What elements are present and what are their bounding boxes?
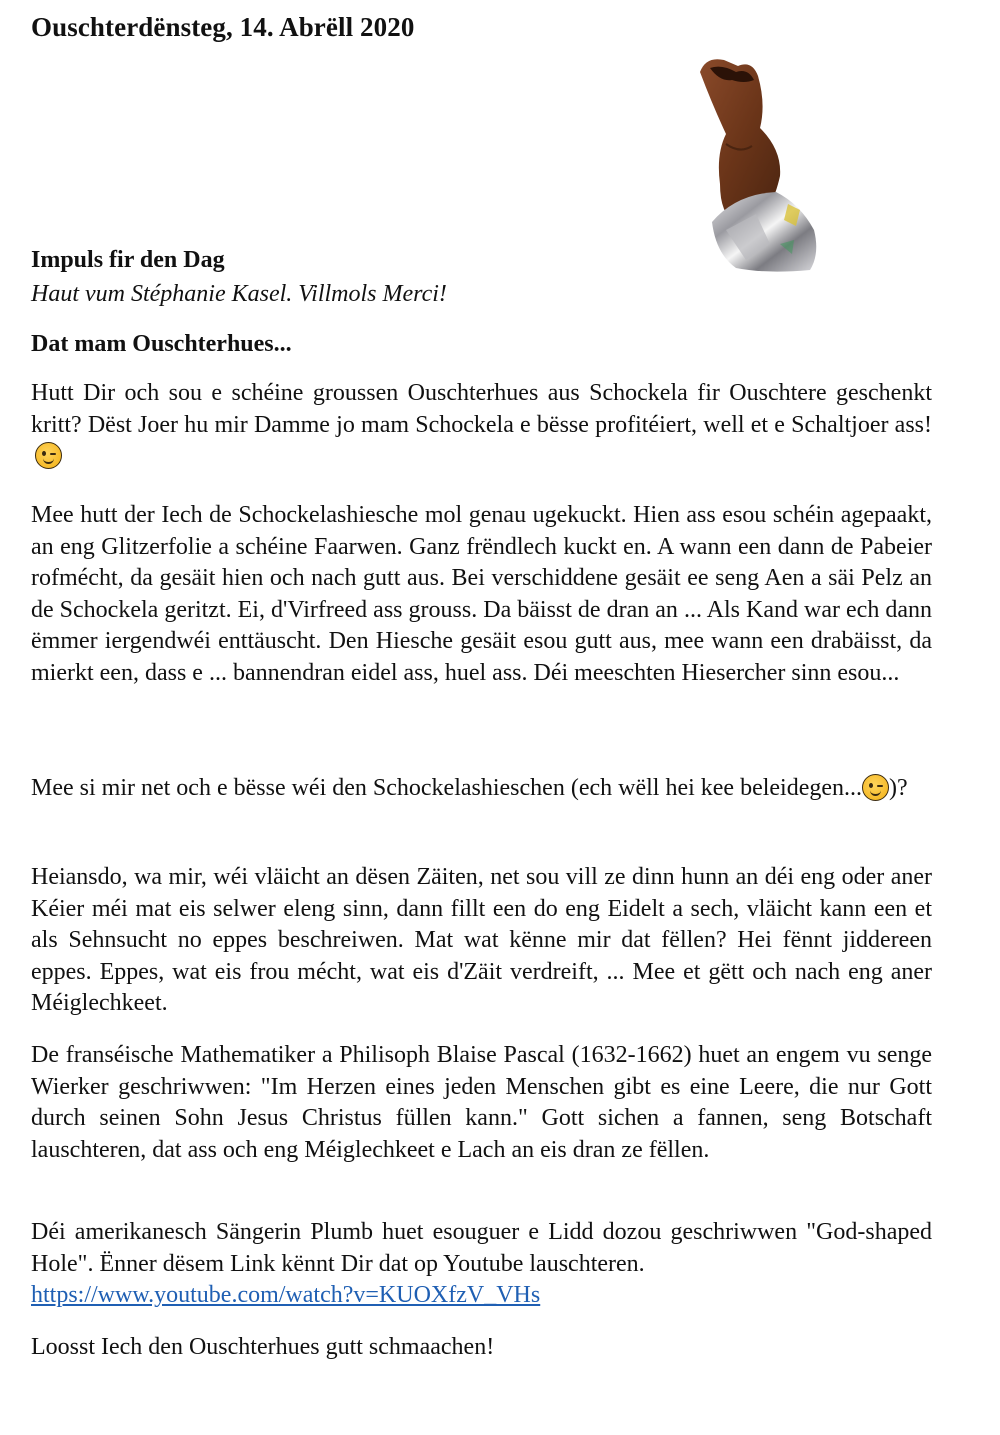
winking-face-emoji-icon: [35, 442, 62, 469]
paragraph-2: [31, 500, 932, 689]
winking-face-emoji-icon: [862, 774, 889, 801]
paragraph-text: Loosst Iech den Ouschterhues gutt schmaachen!: [31, 1334, 495, 1360]
paragraph-text: Déi amerikanesch Sängerin Plumb huet esouguer e Lidd dozou geschriwwen "God-shaped Hole". Ënner dësem Link kënnt Dir dat op Youtube lauschteren.: [31, 1219, 932, 1277]
author-credit: Haut vum Stéphanie Kasel. Villmols Merci!: [31, 281, 447, 307]
paragraph-7: [31, 1332, 932, 1364]
paragraph-text: Mee hutt der Iech de Schockelashiesche mol genau ugekuckt. Hien ass esou schéin agepaakt, an eng Glitzerfolie a schéine Faarwen. Ganz frëndlech kuckt en. A wann een dann de Pabeier rofmécht, da gesäit hien och nach gutt aus. Bei verschiddene gesäit ee seng Aen a säi Pelz an de Schockela geritzt. Ei, d'Virfreed ass grouss. Da bäisst de dran an ... Als Kand war ech dann ëmmer iergendwéi enttäuscht. Den Hiesche gesäit esou gutt aus, mee wann een drabäisst, da mierkt een, dass e ... bannendran eidel ass, huel ass. Déi meeschten Hiesercher sinn esou...: [31, 502, 932, 686]
paragraph-text: Heiansdo, wa mir, wéi vläicht an dësen Zäiten, net sou vill ze dinn hunn an déi eng oder aner Kéier méi mat eis selwer eleng sinn, dann fillt een do eng Eidelt a sech, vläicht kann een et als Sehnsucht no eppes beschreiwen. Mat wat kënne mir dat fëllen? Hei fënnt jiddereen eppes. Eppes, wat eis frou mécht, wat eis d'Zäit verdreift, ... Mee et gëtt och nach eng aner Méiglechkeet.: [31, 864, 932, 1016]
paragraph-1: [31, 378, 932, 473]
article-subheading: Dat mam Ouschterhues...: [31, 331, 292, 357]
paragraph-3: [31, 773, 932, 805]
section-heading: Impuls fir den Dag: [31, 247, 225, 273]
paragraph-4: [31, 862, 932, 1020]
paragraph-text-tail: )?: [889, 775, 908, 801]
paragraph-5: [31, 1040, 932, 1166]
chocolate-easter-bunny-image: [696, 54, 826, 274]
paragraph-text: De franséische Mathematiker a Philisoph Blaise Pascal (1632-1662) huet an engem vu senge Wierker geschriwwen: "Im Herzen eines jeden Menschen gibt es eine Leere, die nur Gott durch seinen Sohn Jesus Christus füllen kann." Gott sichen a fannen, seng Botschaft lauschteren, dat ass och eng Méiglechkeet e Lach an eis dran ze fëllen.: [31, 1042, 932, 1163]
paragraph-text: Hutt Dir och sou e schéine groussen Ouschterhues aus Schockela fir Ouschtere geschenkt kritt? Dëst Joer hu mir Damme jo mam Schockela e bësse profitéiert, well et e Schaltjoer ass!: [31, 380, 932, 438]
document-title: Ouschterdënsteg, 14. Abrëll 2020: [31, 12, 415, 42]
paragraph-text: Mee si mir net och e bësse wéi den Schockelashieschen (ech wëll hei kee beleidegen...: [31, 775, 863, 801]
paragraph-6: [31, 1217, 932, 1312]
youtube-link[interactable]: https://www.youtube.com/watch?v=KUOXfzV_VHs: [31, 1282, 541, 1308]
